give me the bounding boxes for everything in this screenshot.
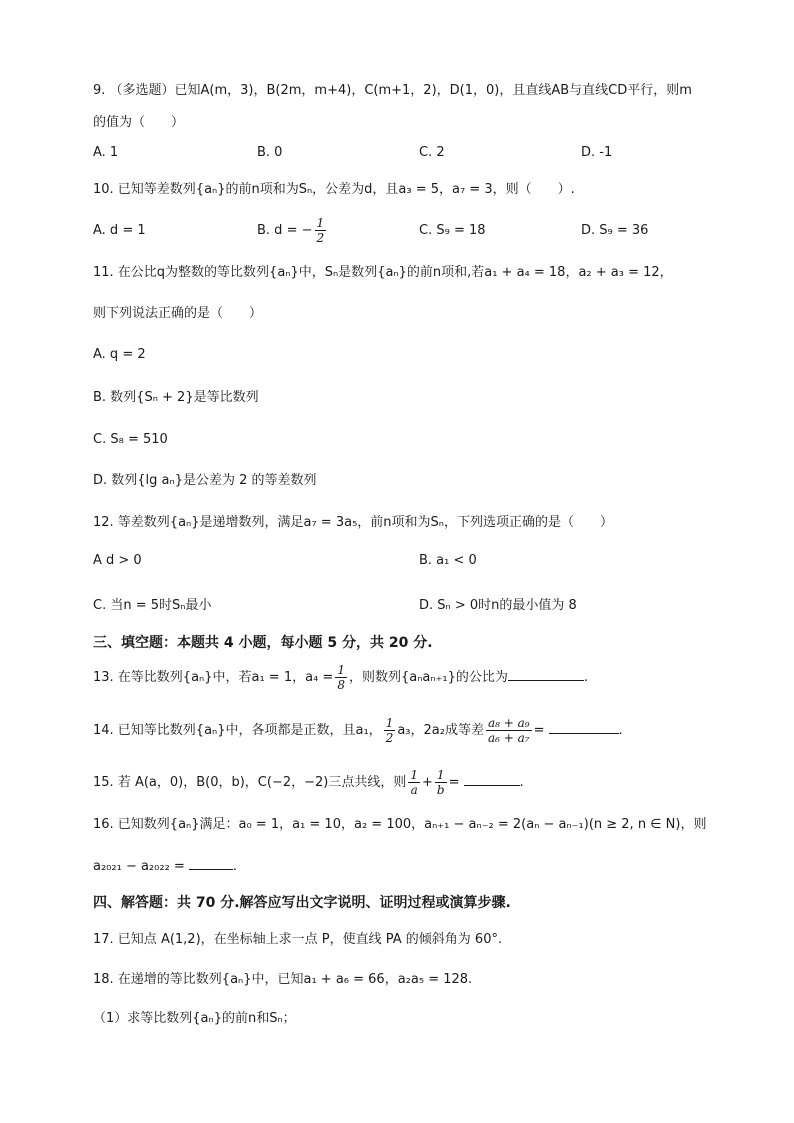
section-problems-heading: 四、解答题：共 70 分.解答应写出文字说明、证明过程或演算步骤.: [93, 895, 511, 911]
q9-stem: 9. （多选题）已知A(m，3)，B(2m，m+4)，C(m+1，2)，D(1，0)，且直线AB与直线CD平行，则m: [93, 83, 692, 98]
section-fill-in-heading: 三、填空题：本题共 4 小题，每小题 5 分，共 20 分.: [93, 635, 433, 651]
fraction-denominator: 8: [337, 678, 345, 692]
q16-stem: 16. 已知数列{aₙ}满足：a₀ = 1，a₁ = 10，a₂ = 100，aₙ₊₁ − aₙ₋₂ = 2(aₙ − aₙ₋₁)(n ≥ 2, n ∈ N)，则: [93, 817, 707, 832]
q10-option-d: D. S₉ = 36: [581, 223, 649, 238]
q15-fraction-a: [408, 768, 420, 797]
q14-end: .: [618, 723, 623, 738]
q14-answer-blank[interactable]: [549, 721, 619, 734]
fraction-numerator: a₈ + a₉: [487, 716, 530, 730]
q10-option-b-label: B. d = −: [257, 223, 313, 238]
fraction-denominator: 2: [316, 231, 325, 245]
q11-stem: 11. 在公比q为整数的等比数列{aₙ}中，Sₙ是数列{aₙ}的前n项和,若a₁ + a₄ = 18，a₂ + a₃ = 12，: [93, 265, 673, 280]
fraction-numerator: 1: [435, 768, 447, 783]
q16-expression: a₂₀₂₁ − a₂₀₂₂ =: [93, 859, 185, 874]
q14-fraction-ratio: [486, 716, 532, 745]
q15-end: .: [519, 775, 524, 790]
fraction-numerator: 1: [410, 768, 418, 782]
q16-stem-continued: [93, 857, 237, 877]
q14-equals: =: [533, 723, 545, 738]
q15-stem: 15. 若 A(a，0)，B(0，b)，C(−2，−2)三点共线，则: [93, 775, 407, 790]
fraction-denominator: a: [410, 783, 418, 797]
q16-answer-blank[interactable]: [189, 857, 233, 870]
q10-option-a: A. d = 1: [93, 223, 146, 238]
q13: [93, 660, 588, 696]
q9-stem-continued: 的值为（ ）: [93, 115, 185, 130]
q9-option-b: B. 0: [257, 145, 283, 160]
q12-option-b: B. a₁ < 0: [419, 553, 477, 568]
q13-stem: 13. 在等比数列{aₙ}中，若a₁ = 1，a₄ =: [93, 670, 334, 685]
q10-stem: 10. 已知等差数列{aₙ}的前n项和为Sₙ，公差为d，且a₃ = 5，a₇ = 3，则（ ）.: [93, 182, 575, 197]
q17-stem: 17. 已知点 A(1,2)，在坐标轴上求一点 P，使直线 PA 的倾斜角为 60°.: [93, 932, 503, 947]
q12-stem: 12. 等差数列{aₙ}是递增数列，满足a₇ = 3a₅，前n项和为Sₙ，下列选项正确的是（ ）: [93, 515, 613, 530]
q11-option-a: A. q = 2: [93, 347, 146, 362]
q15-plus: +: [422, 775, 433, 790]
q13-answer-blank[interactable]: [508, 668, 584, 681]
q15: [93, 764, 524, 802]
q13-stem-continued: ，则数列{aₙaₙ₊₁}的公比为: [348, 670, 508, 685]
q9-option-a: A. 1: [93, 145, 119, 160]
q10-option-b-fraction: [315, 216, 327, 245]
q13-fraction: [335, 663, 347, 692]
q14-stem-mid: a₃，2a₂成等差: [397, 723, 484, 738]
q11-option-c: C. S₈ = 510: [93, 432, 168, 447]
q12-option-c: C. 当n = 5时Sₙ最小: [93, 598, 212, 613]
q10-option-c: C. S₉ = 18: [419, 223, 486, 238]
q14-stem: 14. 已知等比数列{aₙ}中，各项都是正数，且a₁，: [93, 723, 382, 738]
q18-subquestion-1: （1）求等比数列{aₙ}的前n和Sₙ；: [93, 1011, 296, 1026]
q12-option-a: A d > 0: [93, 553, 142, 568]
q9-option-d: D. -1: [581, 145, 613, 160]
q18-stem: 18. 在递增的等比数列{aₙ}中，已知a₁ + a₆ = 66，a₂a₅ = 128.: [93, 972, 473, 987]
q15-answer-blank[interactable]: [464, 773, 520, 786]
q11-stem-continued: 则下列说法正确的是（ ）: [93, 306, 263, 321]
q15-equals: =: [448, 775, 460, 790]
fraction-numerator: 1: [316, 216, 325, 230]
q10-option-b: [257, 213, 328, 249]
q14-fraction-half: [384, 716, 396, 745]
fraction-denominator: b: [436, 783, 445, 797]
q9-option-c: C. 2: [419, 145, 445, 160]
q13-end: .: [583, 670, 589, 685]
q11-option-d: D. 数列{lg aₙ}是公差为 2 的等差数列: [93, 473, 317, 488]
q12-option-d: D. Sₙ > 0时n的最小值为 8: [419, 598, 577, 613]
fraction-denominator: a₆ + a₇: [487, 731, 530, 745]
q15-fraction-b: [435, 768, 447, 797]
q16-end: .: [232, 859, 237, 874]
fraction-denominator: 2: [385, 731, 394, 745]
fraction-numerator: 1: [337, 663, 345, 677]
q14: [93, 712, 623, 750]
fraction-numerator: 1: [385, 716, 394, 730]
q11-option-b: B. 数列{Sₙ + 2}是等比数列: [93, 390, 259, 405]
